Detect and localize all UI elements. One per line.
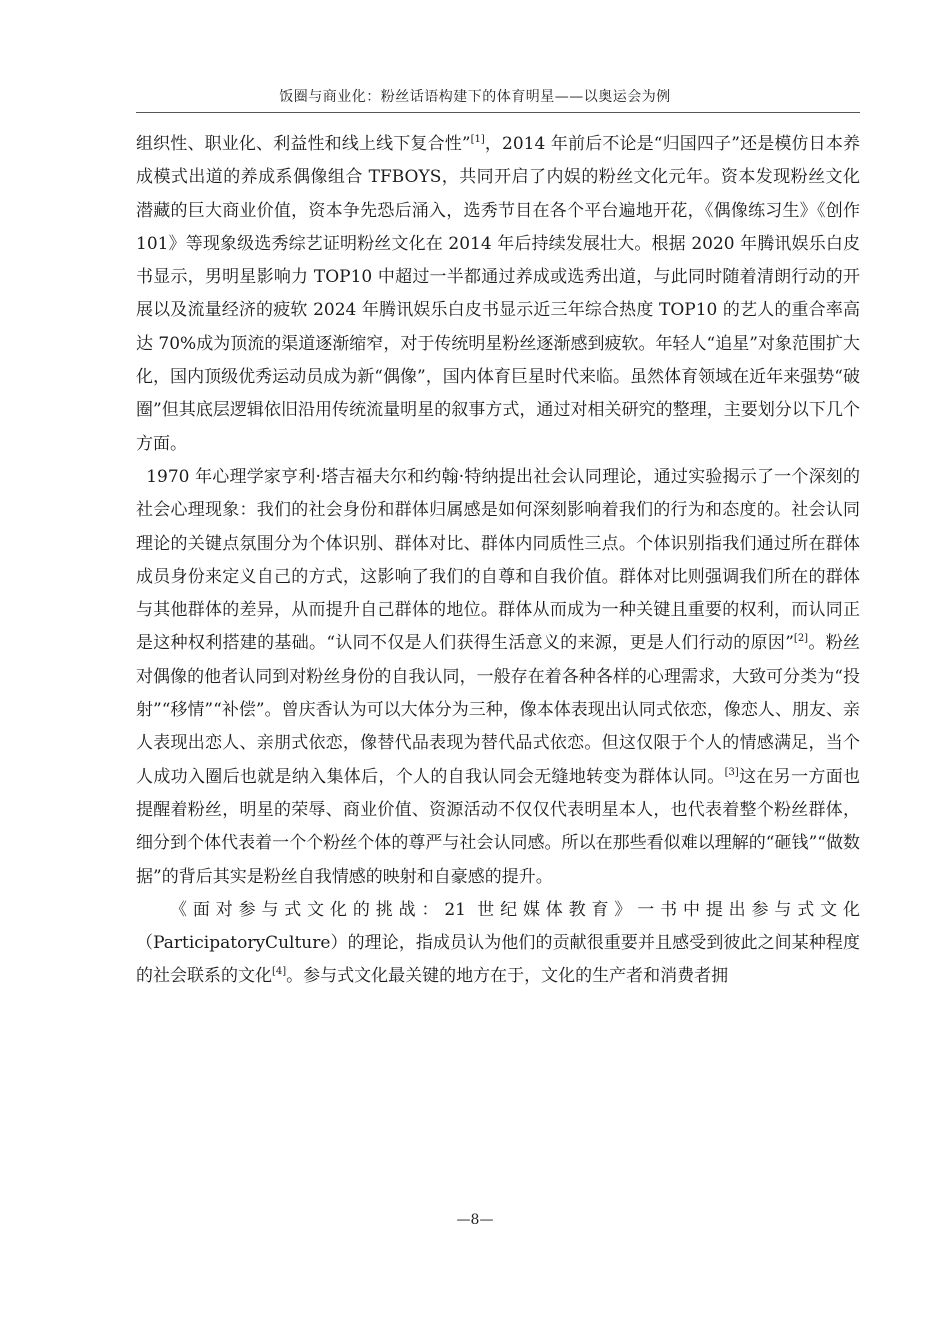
citation-4: [4]: [272, 966, 287, 978]
paragraph-1-text-a: 组织性、职业化、利益性和线上线下复合性”: [136, 134, 471, 154]
paragraph-1: [136, 128, 860, 461]
paragraph-2-text-c: 这在另一方面也提醒着粉丝，明星的荣辱、商业价值、资源活动不仅仅代表明星本人，也代表着整个粉丝群体，细分到个体代表着一个个粉丝个体的尊严与社会认同感。所以在那些看似难以理解的“砸钱”“做数据”的背后其实是粉丝自我情感的映射和自豪感的提升。: [136, 766, 861, 887]
paragraph-3: [136, 894, 860, 994]
paragraph-3-text-b: 。参与式文化最关键的地方在于，文化的生产者和消费者拥: [286, 966, 729, 987]
citation-1: [1]: [470, 134, 485, 145]
paragraph-2-text-b: 。粉丝对偶像的他者认同到对粉丝身份的自我认同，一般存在着各种各样的心理需求，大致可分类为“投射”“移情”“补偿”。曾庆香认为可以大体分为三种，像本体表现出认同式依恋，像恋人、朋友、亲人表现出恋人、亲朋式依恋，像替代品表现为替代品式依恋。但这仅限于个人的情感满足，当个人成功入圈后也就是纳入集体后，个人的自我认同会无缝地转变为群体认同。: [136, 633, 861, 787]
paragraph-2: [136, 461, 860, 894]
paragraph-3-text-a: 《面对参与式文化的挑战：21 世纪媒体教育》一书中提出参与式文化（ParticipatoryCulture）的理论，指成员认为他们的贡献很重要并且感受到彼此之间某种程度的社会联系的文化: [136, 899, 860, 987]
running-header: 饭圈与商业化：粉丝话语构建下的体育明星——以奥运会为例: [279, 89, 671, 105]
page-number: —8—: [456, 1212, 494, 1228]
body-text: [136, 128, 860, 994]
header-divider: [136, 112, 860, 113]
paragraph-1-text-b: ，2014 年前后不论是“归国四子”还是模仿日本养成模式出道的养成系偶像组合 TFBOYS，共同开启了内娱的粉丝文化元年。资本发现粉丝文化潜藏的巨大商业价值，资本争先恐后涌入，选秀节目在各个平台遍地开花，《偶像练习生》《创作 101》等现象级选秀综艺证明粉丝文化在 2014 年后持续发展壮大。根据 2020 年腾讯娱乐白皮书显示，男明星影响力 TOP10 中超过一半都通过养成或选秀出道，与此同时随着清朗行动的开展以及流量经济的疲软 2024 年腾讯娱乐白皮书显示近三年综合热度 TOP10 的艺人的重合率高达 70%成为顶流的渠道逐渐缩窄，对于传统明星粉丝逐渐感到疲软。年轻人“追星”对象范围扩大化，国内顶级优秀运动员成为新“偶像”，国内体育巨星时代来临。虽然体育领域在近年来强势“破圈”但其底层逻辑依旧沿用传统流量明星的叙事方式，通过对相关研究的整理，主要划分以下几个方面。: [136, 134, 860, 454]
citation-3: [3]: [724, 766, 739, 778]
paragraph-2-text-a: 1970 年心理学家亨利·塔吉福夫尔和约翰·特纳提出社会认同理论，通过实验揭示了一个深刻的社会心理现象：我们的社会身份和群体归属感是如何深刻影响着我们的行为和态度的。社会认同理论的关键点氛围分为个体识别、群体对比、群体内同质性三点。个体识别指我们通过所在群体成员身份来定义自己的方式，这影响了我们的自尊和自我价值。群体对比则强调我们所在的群体与其他群体的差异，从而提升自己群体的地位。群体从而成为一种关键且重要的权利，而认同正是这种权利搭建的基础。“认同不仅是人们获得生活意义的来源，更是人们行动的原因”: [136, 466, 860, 654]
citation-2: [2]: [793, 633, 809, 645]
